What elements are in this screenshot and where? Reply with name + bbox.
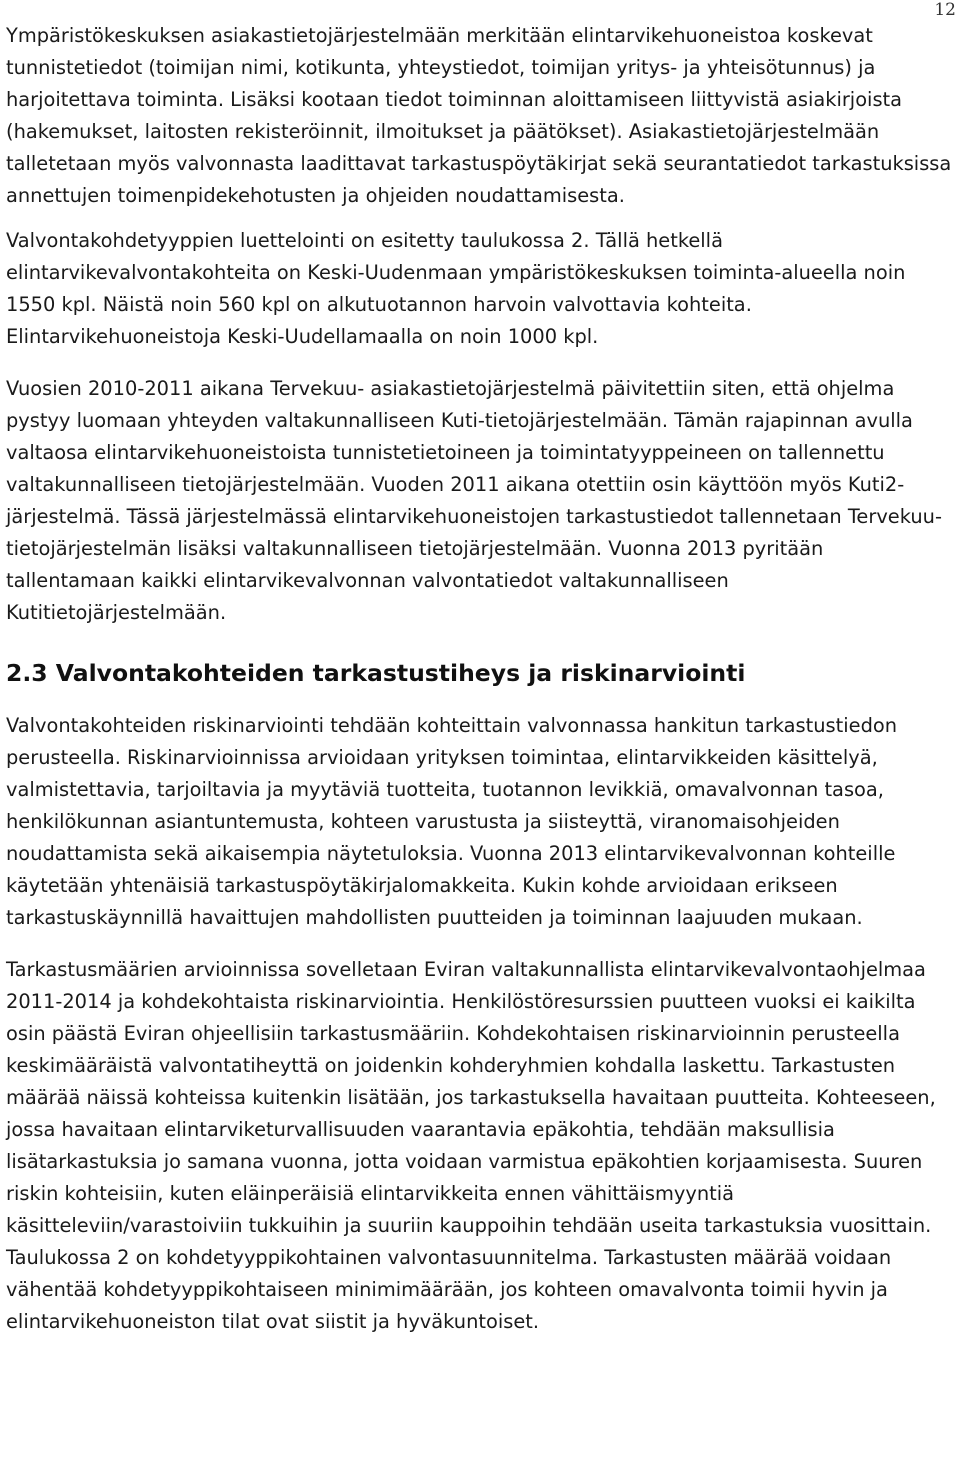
page-number: 12	[934, 0, 956, 20]
paragraph-tervekuu-system: Vuosien 2010-2011 aikana Tervekuu- asiakastietojärjestelmä päivitettiin siten, että ohjelma pystyy luomaan yhteyden valtakunnalliseen Kuti-tietojärjestelmään. Tämän rajapinnan avulla valtaosa elintarvikehuoneistoista tunnistetietoineen ja toimintatyyppeineen on tallennettu valtakunnalliseen tietojärjestelmään. Vuoden 2011 aikana otettiin osin käyttöön myös Kuti2- järjestelmä. Tässä järjestelmässä elintarvikehuoneistojen tarkastustiedot tallennetaan Tervekuu-tietojärjestelmän lisäksi valtakunnalliseen tietojärjestelmään. Vuonna 2013 pyritään tallentamaan kaikki elintarvikevalvonnan valvontatiedot valtakunnalliseen Kutitietojärjestelmään.	[6, 377, 942, 624]
paragraph-inspection-targets: Valvontakohdetyyppien luettelointi on esitetty taulukossa 2. Tällä hetkellä elintarvikevalvontakohteita on Keski-Uudenmaan ympäristökeskuksen toiminta-alueella noin 1550 kpl. Näistä noin 560 kpl on alkutuotannon harvoin valvottavia kohteita. Elintarvikehuoneistoja Keski-Uudellamaalla on noin 1000 kpl.	[6, 229, 906, 348]
paragraph-risk-assessment: Valvontakohteiden riskinarviointi tehdään kohteittain valvonnassa hankitun tarkastustiedon perusteella. Riskinarvioinnissa arvioidaan yrityksen toimintaa, elintarvikkeiden käsittelyä, valmistettavia, tarjoiltavia ja myytäviä tuotteita, tuotannon levikkiä, omavalvonnan tasoa, henkilökunnan asiantuntemusta, kohteen varustusta ja siisteyttä, viranomaisohjeiden noudattamista sekä aikaisempia näytetuloksia. Vuonna 2013 elintarvikevalvonnan kohteille käytetään yhtenäisiä tarkastuspöytäkirjalomakkeita. Kukin kohde arvioidaan erikseen tarkastuskäynnillä havaittujen mahdollisten puutteiden ja toiminnan laajuuden mukaan.	[6, 714, 898, 929]
paragraph-inspection-counts: Tarkastusmäärien arvioinnissa sovelletaan Eviran valtakunnallista elintarvikevalvontaohjelmaa 2011-2014 ja kohdekohtaista riskinarviointia. Henkilöstöresurssien puutteen vuoksi ei kaikilta osin päästä Eviran ohjeellisiin tarkastusmääriin. Kohdekohtaisen riskinarvioinnin perusteella keskimääräistä valvontatiheyttä on joidenkin kohderyhmien kohdalla laskettu. Tarkastusten määrää näissä kohteissa kuitenkin lisätään, jos tarkastuksella havaitaan puutteita. Kohteeseen, jossa havaitaan elintarviketurvallisuuden vaarantavia epäkohtia, tehdään maksullisia lisätarkastuksia jo samana vuonna, jotta voidaan varmistua epäkohtien korjaamisesta. Suuren riskin kohteisiin, kuten eläinperäisiä elintarvikkeita ennen vähittäismyyntiä käsitteleviin/varastoiviin tukkuihin ja suuriin kauppoihin tehdään useita tarkastuksia vuosittain. Taulukossa 2 on kohdetyyppikohtainen valvontasuunnitelma. Tarkastusten määrää voidaan vähentää kohdetyyppikohtaiseen minimimäärään, jos kohteen omavalvonta toimii hyvin ja elintarvikehuoneiston tilat ovat siistit ja hyväkuntoiset.	[6, 958, 936, 1333]
paragraph-customer-database: Ympäristökeskuksen asiakastietojärjestelmään merkitään elintarvikehuoneistoa koskevat tunnistetiedot (toimijan nimi, kotikunta, yhteystiedot, toimijan yritys- ja yhteisötunnus) ja harjoitettava toiminta. Lisäksi kootaan tiedot toiminnan aloittamiseen liittyvistä asiakirjoista (hakemukset, laitosten rekisteröinnit, ilmoitukset ja päätökset). Asiakastietojärjestelmään talletetaan myös valvonnasta laadittavat tarkastuspöytäkirjat sekä seurantatiedot tarkastuksissa annettujen toimenpidekehotusten ja ohjeiden noudattamisesta.	[6, 24, 952, 207]
section-heading: 2.3 Valvontakohteiden tarkastustiheys ja riskinarviointi	[6, 659, 746, 687]
document-body	[6, 20, 954, 1338]
